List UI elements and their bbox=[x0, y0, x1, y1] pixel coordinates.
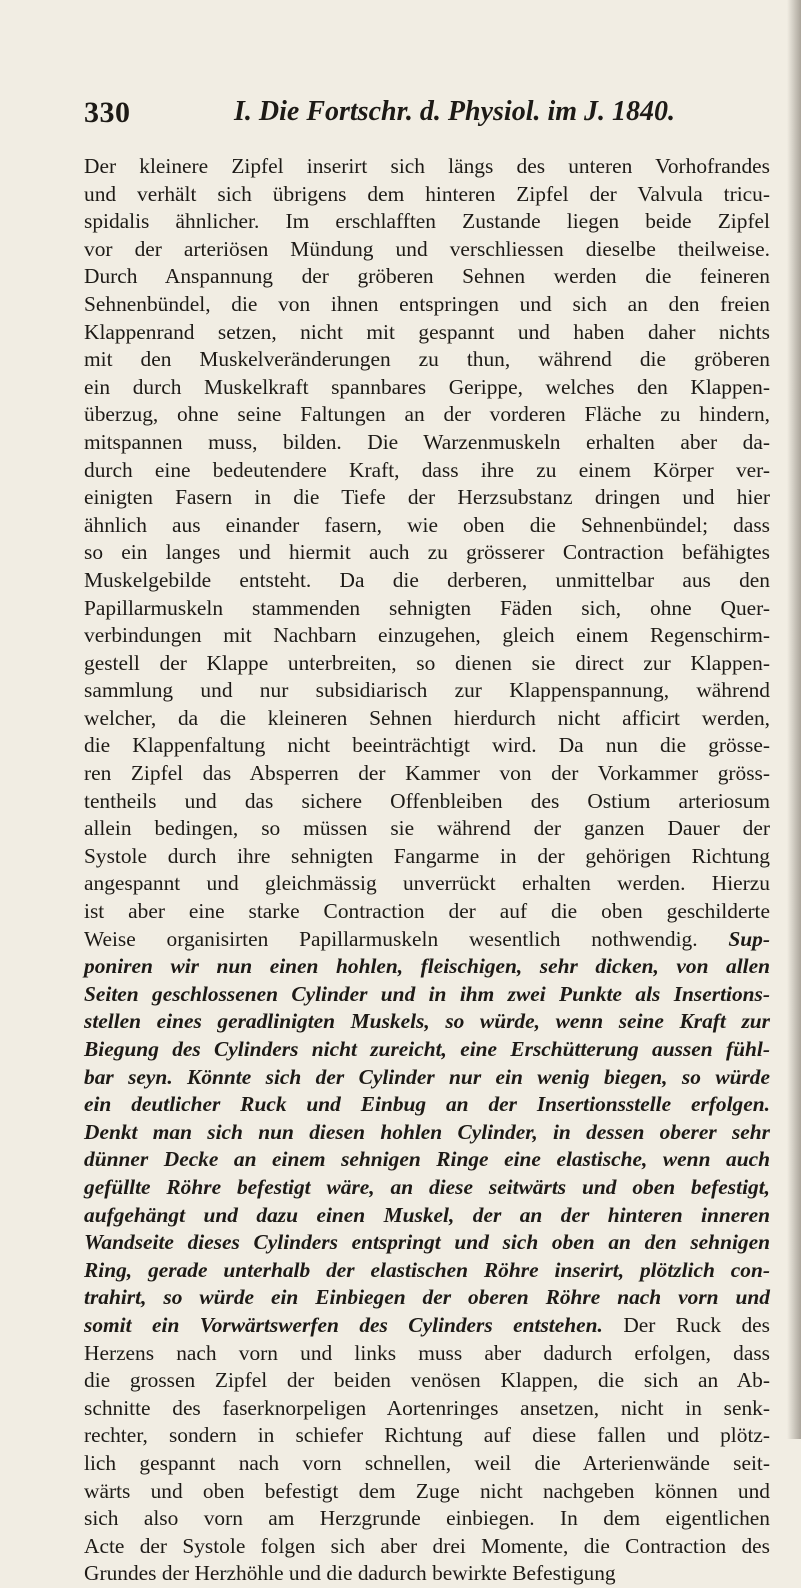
text-line: Klappenrand setzen, nicht mit gespannt und haben daher nichts bbox=[84, 319, 770, 344]
text-line: durch eine bedeutendere Kraft, dass ihre zu einem Körper ver- bbox=[84, 457, 770, 482]
text-line: ist aber eine starke Contraction der auf die oben geschilderte bbox=[84, 899, 770, 924]
text-line: überzug, ohne seine Faltungen an der vorderen Fläche zu hindern, bbox=[84, 402, 770, 427]
text-line: poniren wir nun einen hohlen, fleischigen, sehr dicken, von allen bbox=[84, 954, 770, 979]
page-edge-shadow bbox=[787, 0, 801, 1439]
text-line: sammlung und nur subsidiarisch zur Klappenspannung, während bbox=[84, 678, 770, 703]
text-line: mitspannen muss, bilden. Die Warzenmuskeln erhalten aber da- bbox=[84, 429, 770, 454]
text-line: Muskelgebilde entsteht. Da die derberen, unmittelbar aus den bbox=[84, 567, 770, 592]
text-line: wärts und oben befestigt dem Zuge nicht nachgeben können und bbox=[84, 1478, 770, 1503]
text-line: Papillarmuskeln stammenden sehnigten Fäden sich, ohne Quer- bbox=[84, 595, 770, 620]
text-line: schnitte des faserknorpeligen Aortenringes ansetzen, nicht in senk- bbox=[84, 1395, 770, 1420]
text-line: somit ein Vorwärtswerfen des Cylinders entstehen. Der Ruck des bbox=[84, 1312, 771, 1337]
text-line: gestell der Klappe unterbreiten, so dienen sie direct zur Klappen- bbox=[84, 650, 770, 675]
text-line: Weise organisirten Papillarmuskeln wesentlich nothwendig. Sup- bbox=[84, 926, 770, 951]
text-line: die Klappenfaltung nicht beeinträchtigt wird. Da nun die grösse- bbox=[84, 733, 770, 758]
text-line: Sehnenbündel, die von ihnen entspringen und sich an den freien bbox=[84, 291, 770, 316]
page-number: 330 bbox=[84, 96, 131, 129]
text-line: aufgehängt und dazu einen Muskel, der an der hinteren inneren bbox=[84, 1202, 770, 1227]
text-line: Seiten geschlossenen Cylinder und in ihm zwei Punkte als Insertions- bbox=[84, 981, 770, 1006]
text-line: lich gespannt nach vorn schnellen, weil die Arterienwände seit- bbox=[84, 1450, 770, 1475]
text-line: gefüllte Röhre befestigt wäre, an diese seitwärts und oben befestigt, bbox=[84, 1174, 770, 1199]
text-line: und verhält sich übrigens dem hinteren Zipfel der Valvula tricu- bbox=[84, 181, 770, 206]
text-line: bar seyn. Könnte sich der Cylinder nur ein wenig biegen, so würde bbox=[84, 1064, 770, 1089]
text-line: Acte der Systole folgen sich aber drei Momente, die Contraction des bbox=[84, 1533, 770, 1558]
text-line: Der kleinere Zipfel inserirt sich längs des unteren Vorhofrandes bbox=[84, 154, 770, 178]
text-line: stellen eines geradlinigten Muskels, so würde, wenn seine Kraft zur bbox=[84, 1009, 770, 1034]
text-line: einigten Fasern in die Tiefe der Herzsubstanz dringen und hier bbox=[84, 485, 770, 510]
page-header bbox=[84, 96, 764, 136]
text-line: sich also vorn am Herzgrunde einbiegen. In dem eigentlichen bbox=[84, 1506, 770, 1531]
text-line: Herzens nach vorn und links muss aber dadurch erfolgen, dass bbox=[84, 1340, 770, 1365]
text-line: Grundes der Herzhöhle und die dadurch bewirkte Befestigung bbox=[84, 1561, 616, 1586]
text-line: so ein langes und hiermit auch zu grösserer Contraction befähigtes bbox=[84, 540, 770, 565]
text-line: Durch Anspannung der gröberen Sehnen werden die feineren bbox=[84, 264, 770, 289]
text-line: Systole durch ihre sehnigten Fangarme in der gehörigen Richtung bbox=[84, 843, 770, 868]
text-line: angespannt und gleichmässig unverrückt erhalten werden. Hierzu bbox=[84, 871, 770, 896]
text-line: allein bedingen, so müssen sie während der ganzen Dauer der bbox=[84, 816, 770, 841]
text-line: verbindungen mit Nachbarn einzugehen, gleich einem Regenschirm- bbox=[84, 623, 770, 648]
text-line: mit den Muskelveränderungen zu thun, während die gröberen bbox=[84, 347, 770, 372]
text-line: die grossen Zipfel der beiden venösen Klappen, die sich an Ab- bbox=[84, 1368, 770, 1393]
text-line: ren Zipfel das Absperren der Kammer von der Vorkammer gröss- bbox=[84, 761, 770, 786]
text-line: ein deutlicher Ruck und Einbug an der Insertionsstelle erfolgen. bbox=[84, 1092, 770, 1117]
text-line: Denkt man sich nun diesen hohlen Cylinder, in dessen oberer sehr bbox=[84, 1119, 770, 1144]
text-line: trahirt, so würde ein Einbiegen der oberen Röhre nach vorn und bbox=[84, 1285, 770, 1310]
text-line: Wandseite dieses Cylinders entspringt und sich oben an den sehnigen bbox=[84, 1230, 770, 1255]
text-line: Ring, gerade unterhalb der elastischen Röhre inserirt, plötzlich con- bbox=[84, 1257, 770, 1282]
text-line: ähnlich aus einander fasern, wie oben die Sehnenbündel; dass bbox=[84, 512, 770, 537]
text-line: spidalis ähnlicher. Im erschlafften Zustande liegen beide Zipfel bbox=[84, 209, 770, 234]
text-line: tentheils und das sichere Offenbleiben des Ostium arteriosum bbox=[84, 788, 770, 813]
text-line: rechter, sondern in schiefer Richtung auf diese fallen und plötz- bbox=[84, 1423, 770, 1448]
body-text bbox=[84, 153, 770, 1588]
text-line: vor der arteriösen Mündung und verschliessen dieselbe theilweise. bbox=[84, 236, 770, 261]
text-line: dünner Decke an einem sehnigen Ringe eine elastische, wenn auch bbox=[84, 1147, 770, 1172]
running-head: I. Die Fortschr. d. Physiol. im J. 1840. bbox=[234, 96, 676, 127]
text-line: welcher, da die kleineren Sehnen hierdurch nicht afficirt werden, bbox=[84, 705, 770, 730]
text-line: Biegung des Cylinders nicht zureicht, eine Erschütterung aussen fühl- bbox=[84, 1037, 770, 1061]
text-line: ein durch Muskelkraft spannbares Gerippe, welches den Klappen- bbox=[84, 374, 770, 399]
